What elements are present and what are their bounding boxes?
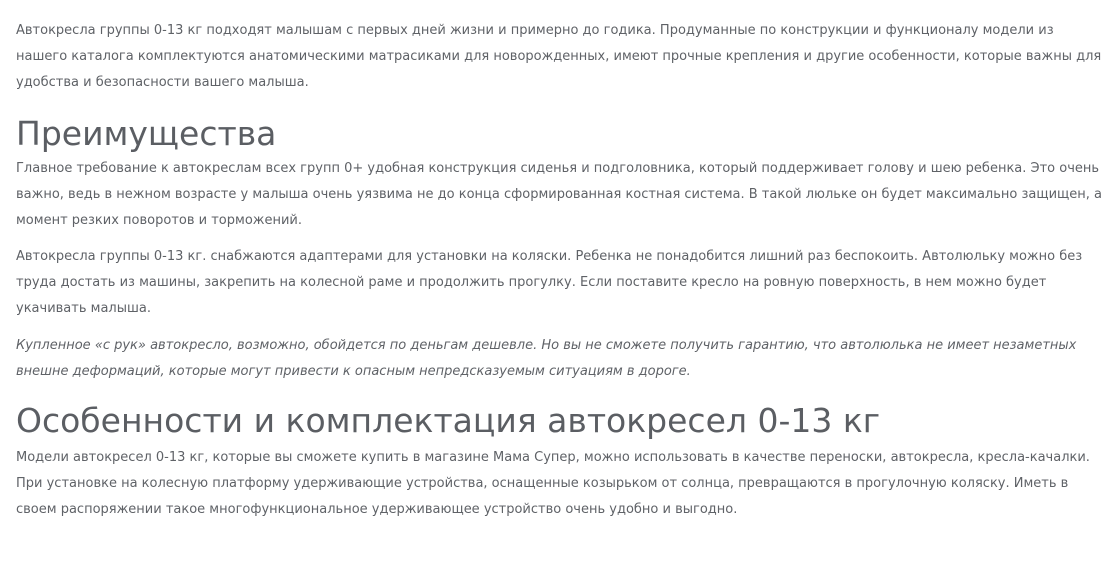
advantages-heading: Преимущества: [16, 114, 277, 153]
advantages-paragraph-2: Автокресла группы 0-13 кг. снабжаются адаптерами для установки на коляски. Ребенка не понадобится лишний раз беспокоить. Автолюльку можно без труда достать из машины, закрепить на колесной раме и продолжить прогулку. Если поставите кресло на ровную поверхность, в нем можно будет укачивать малыша.: [16, 249, 1083, 316]
article-content: [16, 18, 1106, 523]
features-heading: Особенности и комплектация автокресел 0-13 кг: [16, 401, 881, 440]
features-paragraph-1: Модели автокресел 0-13 кг, которые вы сможете купить в магазине Мама Супер, можно использовать в качестве переноски, автокресла, кресла-качалки. При установке на колесную платформу удерживающие устройства, оснащенные козырьком от солнца, превращаются в прогулочную коляску. Иметь в своем распоряжении такое многофункциональное удерживающее устройство очень удобно и выгодно.: [16, 450, 1090, 517]
intro-paragraph: Автокресла группы 0-13 кг подходят малышам с первых дней жизни и примерно до годика. Продуманные по конструкции и функционалу модели из нашего каталога комплектуются анатомическими матрасиками для новорожденных, имеют прочные крепления и другие особенности, которые важны для удобства и безопасности вашего малыша.: [16, 23, 1102, 90]
advantages-paragraph-1: Главное требование к автокреслам всех групп 0+ удобная конструкция сиденья и подголовника, который поддерживает голову и шею ребенка. Это очень важно, ведь в нежном возрасте у малыша очень уязвима не до конца сформированная костная система. В такой люльке он будет максимально защищен, а момент резких поворотов и торможений.: [16, 161, 1103, 228]
advantages-note: Купленное «с рук» автокресло, возможно, обойдется по деньгам дешевле. Но вы не сможете получить гарантию, что автолюлька не имеет незаметных внешне деформаций, которые могут привести к опасным непредсказуемым ситуациям в дороге.: [16, 338, 1077, 379]
